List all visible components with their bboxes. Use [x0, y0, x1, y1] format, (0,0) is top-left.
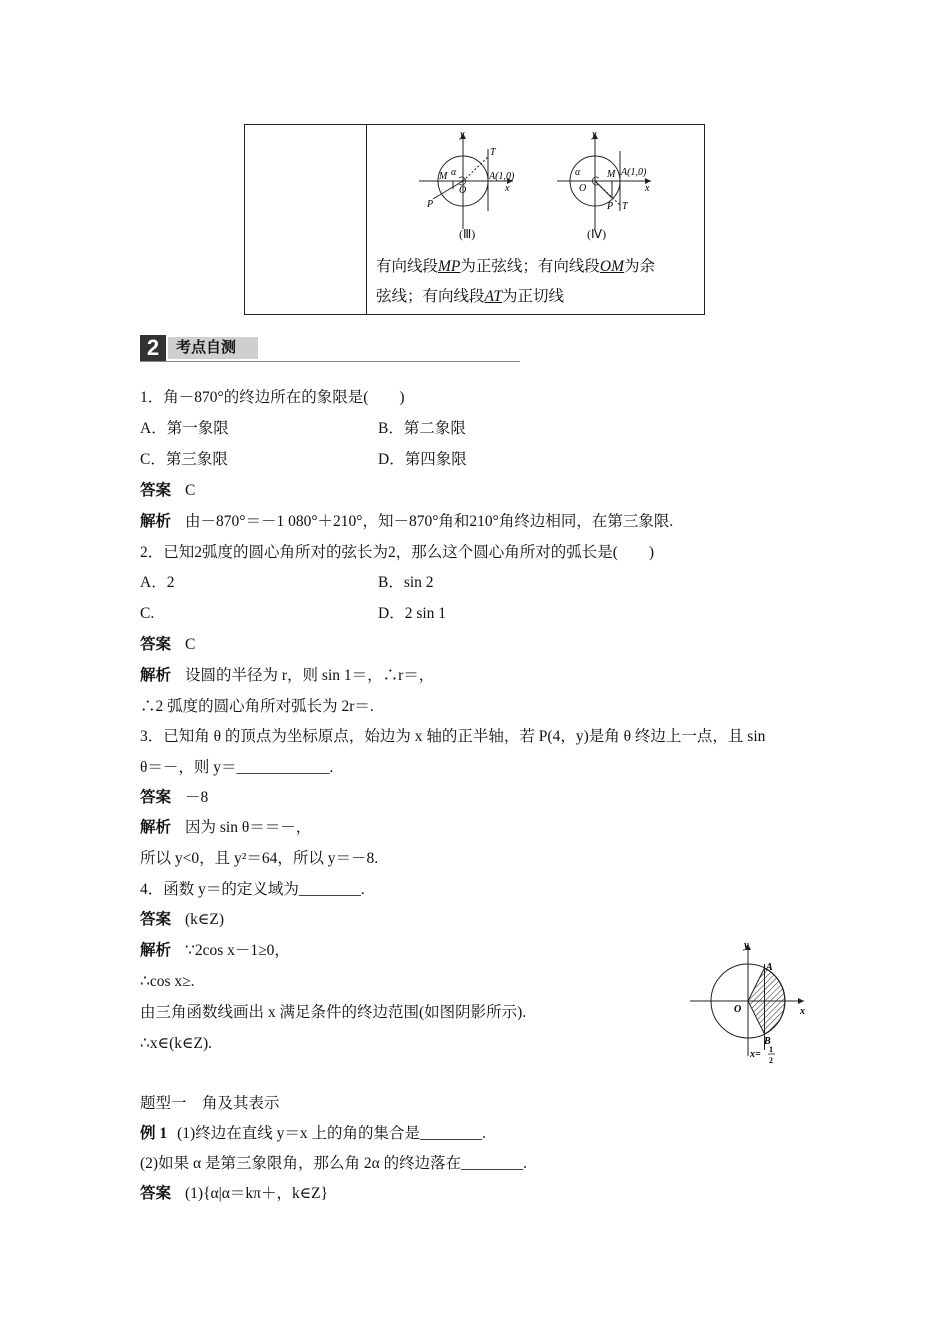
q1-answer: 答案 C: [140, 482, 196, 499]
table-text-line-1: 有向线段MP为正弦线；有向线段OM为余: [376, 258, 656, 275]
fig4-p-label: P: [607, 201, 614, 212]
q4-fig-o-label: O: [734, 1004, 742, 1015]
q4-analysis-4: ∴x∈(k∈Z).: [140, 1035, 212, 1052]
q4-fig-y-label: y: [744, 940, 749, 951]
q4-analysis-2: ∴cos x≥.: [140, 973, 195, 990]
fig4-alpha-label: α: [575, 167, 581, 178]
type1-heading: 题型一 角及其表示: [140, 1095, 280, 1112]
q4-analysis-3: 由三角函数线画出 x 满足条件的终边范围(如图阴影所示).: [140, 1004, 527, 1021]
q4-answer: 答案 (k∈Z): [140, 911, 225, 928]
fig4-caption: (Ⅳ): [587, 227, 607, 241]
q1-option-d: D．第四象限: [378, 451, 467, 468]
q4-fig-xeq-label: x=: [750, 1049, 761, 1060]
fig3-o-label: O: [459, 185, 467, 196]
at-segment: AT: [484, 288, 503, 305]
q2-analysis: 解析 设圆的半径为 r，则 sin 1＝，∴r＝，: [140, 667, 435, 684]
fig4-y-label: y: [592, 129, 597, 140]
mp-segment: MP: [438, 258, 461, 275]
q2-option-c: C.: [140, 605, 155, 622]
table-text-line-2: 弦线；有向线段AT为正切线: [376, 288, 565, 305]
q4-fig-half-denominator: 2: [769, 1056, 773, 1065]
fig4-a-label: A(1,0): [621, 167, 647, 178]
q2-option-b: B．sin 2: [378, 574, 434, 591]
fig4-o-label: O: [579, 183, 587, 194]
q3-analysis-2: 所以 y<0，且 y²＝64，所以 y＝－8.: [140, 850, 379, 867]
fig3-m-label: M: [439, 171, 448, 182]
section-title: 考点自测: [176, 339, 237, 356]
q2-option-d: D．2 sin 1: [378, 605, 447, 622]
q3-analysis: 解析 因为 sin θ＝＝－，: [140, 819, 312, 836]
fig4-t-label: T: [622, 201, 628, 212]
section-number: 2: [140, 335, 166, 361]
fig3-t-label: T: [490, 147, 496, 158]
q2-answer: 答案 C: [140, 636, 196, 653]
q1-stem: 1．角－870°的终边所在的象限是( ): [140, 389, 405, 406]
section-header: [140, 335, 520, 363]
fig4-x-label: x: [645, 183, 650, 194]
q4-fig-half-numerator: 1: [769, 1045, 773, 1054]
unit-circle-figure-4: [551, 129, 671, 239]
q4-shaded-region-figure: [686, 938, 816, 1068]
q1-option-a: A．第一象限: [140, 420, 229, 437]
example1-answer: 答案 (1){α|α＝kπ＋，k∈Z}: [140, 1185, 329, 1202]
q4-fig-x-label: x: [800, 1006, 805, 1017]
fig3-a-label: A(1,0): [489, 171, 515, 182]
fig3-p-label: P: [427, 199, 434, 210]
fig3-caption: (Ⅲ): [459, 227, 476, 241]
trig-line-table: [244, 124, 705, 315]
fig3-x-label: x: [505, 183, 510, 194]
q3-stem-2: θ＝－，则 y＝____________.: [140, 759, 334, 776]
q1-analysis: 解析 由－870°＝－1 080°＋210°，知－870°角和210°角终边相同，在第三象限.: [140, 513, 674, 530]
q4-fig-b-label: B: [764, 1036, 771, 1047]
unit-circle-figure-3: [413, 129, 533, 239]
q4-stem: 4．函数 y＝的定义域为________.: [140, 881, 365, 898]
example1-part2: (2)如果 α 是第三象限角，那么角 2α 的终边落在________.: [140, 1155, 527, 1172]
q4-analysis: 解析 ∵2cos x－1≥0，: [140, 942, 290, 959]
table-divider: [366, 125, 367, 314]
q1-option-b: B．第二象限: [378, 420, 466, 437]
q2-analysis-2: ∴2 弧度的圆心角所对弧长为 2r＝.: [140, 698, 374, 715]
example1-part1: 例 1 (1)终边在直线 y＝x 上的角的集合是________.: [140, 1125, 486, 1142]
fig4-m-label: M: [607, 169, 616, 180]
section-rule: [140, 361, 520, 362]
fig3-alpha-label: α: [451, 167, 457, 178]
q2-option-a: A．2: [140, 574, 175, 591]
q4-fig-a-label: A: [766, 962, 773, 973]
q2-stem: 2．已知2弧度的圆心角所对的弦长为2，那么这个圆心角所对的弧长是( ): [140, 544, 655, 561]
fig3-y-label: y: [460, 129, 465, 140]
q3-stem: 3．已知角 θ 的顶点为坐标原点，始边为 x 轴的正半轴，若 P(4，y)是角 θ 终边上一点，且 sin: [140, 728, 766, 745]
q1-option-c: C．第三象限: [140, 451, 228, 468]
om-segment: OM: [599, 258, 625, 275]
q3-answer: 答案 －8: [140, 789, 209, 806]
